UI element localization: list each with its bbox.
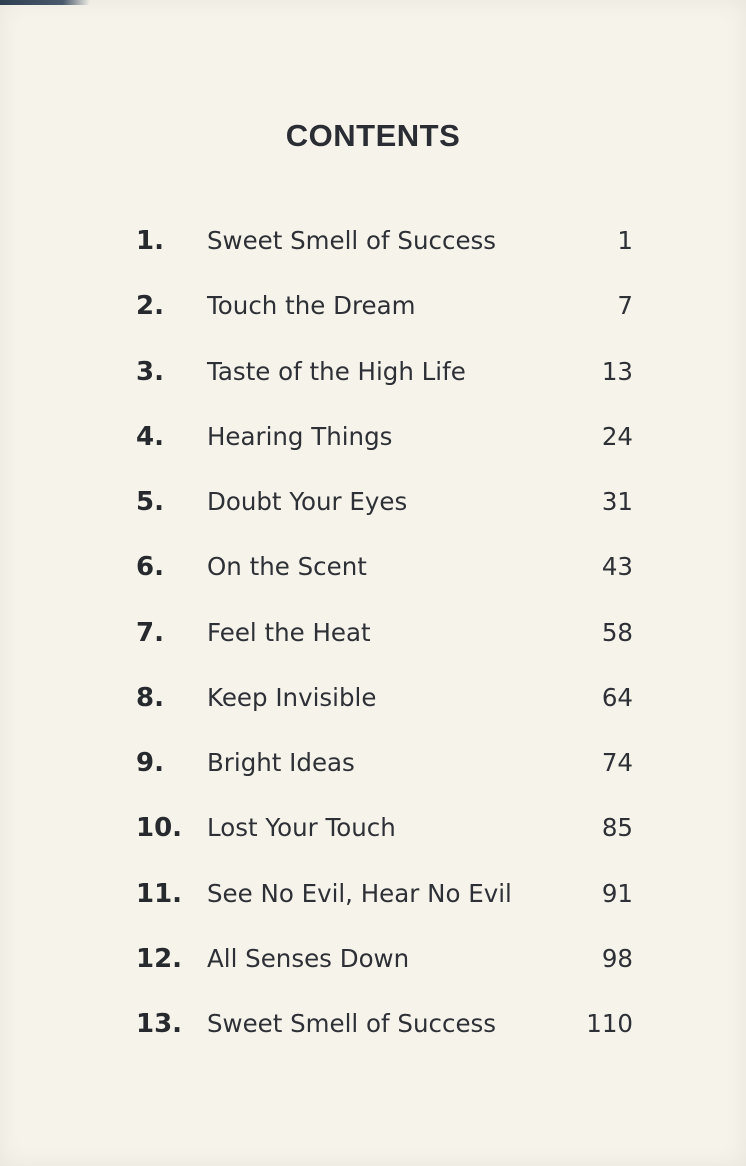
page-number: 43 [601,552,633,582]
page-number: 85 [601,813,633,843]
page-number: 7 [617,291,633,321]
contents-heading: CONTENTS [285,118,461,153]
chapter-number: 1. [136,226,164,256]
page-number: 74 [601,748,633,777]
toc-entry [0,808,746,873]
toc-entry [0,286,746,351]
chapter-number: 7. [136,617,164,648]
page-number: 31 [601,487,633,516]
page-number: 110 [586,1009,633,1038]
toc-entry [0,743,746,808]
chapter-number: 5. [136,487,164,517]
toc-entry [0,678,746,743]
toc-entry [0,221,746,286]
chapter-number: 12. [136,943,183,974]
chapter-number: 11. [136,878,183,909]
chapter-number: 9. [136,748,164,778]
toc-entry [0,482,746,547]
chapter-number: 6. [136,552,164,583]
chapter-title: See No Evil, Hear No Evil [207,878,512,908]
chapter-number: 13. [136,1009,183,1039]
chapter-title: Taste of the High Life [207,356,466,386]
chapter-title: Sweet Smell of Success [207,226,497,255]
page-number: 13 [601,356,633,386]
chapter-title: Touch the Dream [207,291,416,321]
page-number: 64 [601,682,633,712]
chapter-number: 3. [136,356,164,387]
chapter-title: Bright Ideas [207,748,355,777]
toc-entry [0,352,746,417]
page-number: 1 [617,226,633,255]
chapter-title: All Senses Down [207,943,410,973]
chapter-title: Lost Your Touch [207,813,396,843]
chapter-number: 4. [136,421,164,452]
page-number: 91 [601,878,633,908]
toc-entry [0,547,746,612]
chapter-number: 2. [136,291,164,322]
chapter-title: Doubt Your Eyes [207,487,408,516]
toc-entry [0,939,746,1004]
toc-entry [0,417,746,482]
page-number: 58 [601,617,633,647]
toc-entry [0,1004,746,1069]
chapter-number: 10. [136,813,183,844]
chapter-title: Feel the Heat [207,617,371,647]
cover-edge [0,0,90,5]
table-of-contents [0,221,746,1069]
page-number: 24 [601,421,633,451]
page-number: 98 [601,943,633,973]
toc-entry [0,874,746,939]
chapter-title: On the Scent [207,552,367,582]
chapter-title: Hearing Things [207,421,393,451]
chapter-number: 8. [136,682,164,713]
toc-entry [0,613,746,678]
chapter-title: Sweet Smell of Success [207,1009,497,1038]
chapter-title: Keep Invisible [207,682,377,712]
